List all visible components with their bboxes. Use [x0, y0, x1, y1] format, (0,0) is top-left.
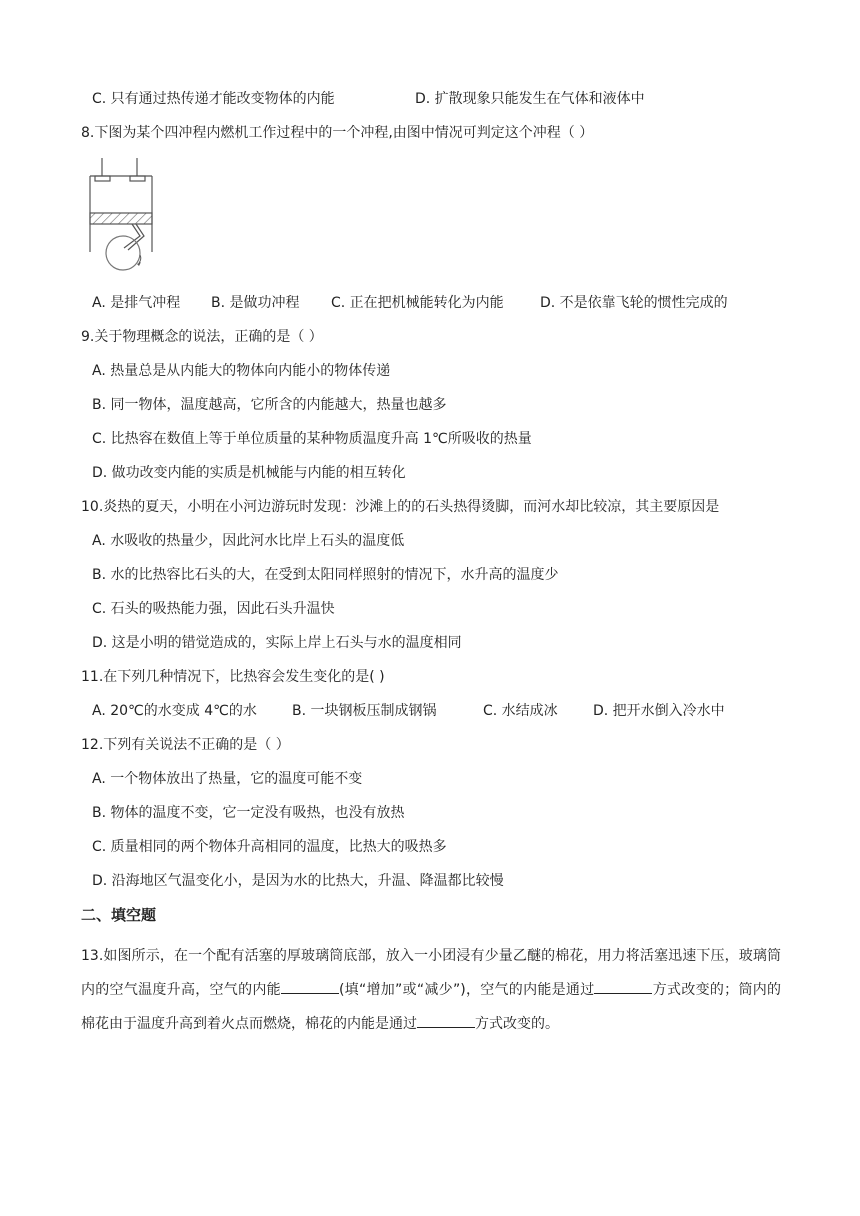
- q13-blank-2[interactable]: [594, 979, 652, 994]
- q11-stem: 11.在下列几种情况下，比热容会发生变化的是( ): [81, 669, 385, 685]
- q12-option-c: C. 质量相同的两个物体升高相同的温度，比热大的吸热多: [92, 839, 447, 855]
- q7-option-d: D. 扩散现象只能发生在气体和液体中: [415, 91, 645, 107]
- q13-text-2: (填“增加”或“减少”)，空气的内能是通过: [338, 982, 595, 998]
- q12-option-b: B. 物体的温度不变，它一定没有吸热，也没有放热: [92, 805, 405, 821]
- q13-blank-3[interactable]: [417, 1013, 475, 1028]
- q13-blank-1[interactable]: [281, 979, 339, 994]
- q13-text-4: 方式改变的。: [475, 1016, 559, 1032]
- q11-option-a: A. 20℃的水变成 4℃的水: [92, 703, 257, 719]
- q10-stem: 10.炎热的夏天，小明在小河边游玩时发现：沙滩上的的石头热得烫脚，而河水却比较凉，其主要原因是: [81, 499, 720, 515]
- q10-option-a: A. 水吸收的热量少，因此河水比岸上石头的温度低: [92, 533, 405, 549]
- q8-option-b: B. 是做功冲程: [211, 295, 300, 311]
- q10-option-d: D. 这是小明的错觉造成的，实际上岸上石头与水的温度相同: [92, 635, 462, 651]
- q9-option-b: B. 同一物体，温度越高，它所含的内能越大，热量也越多: [92, 397, 447, 413]
- q13-text-3: 方式改变的；筒内的棉花由于温度升高到着火点而燃烧，棉花的内能是通过: [81, 982, 782, 1032]
- q11-option-c: C. 水结成冰: [483, 703, 558, 719]
- q9-stem: 9.关于物理概念的说法，正确的是（ ）: [81, 329, 323, 345]
- engine-cylinder-diagram: [88, 152, 168, 276]
- q12-option-a: A. 一个物体放出了热量，它的温度可能不变: [92, 771, 363, 787]
- q8-option-a: A. 是排气冲程: [92, 295, 181, 311]
- q9-option-c: C. 比热容在数值上等于单位质量的某种物质温度升高 1℃所吸收的热量: [92, 431, 532, 447]
- q13-text-1: 13.如图所示，在一个配有活塞的厚玻璃筒底部，放入一小团浸有少量乙醚的棉花，用力将活塞迅速下压，玻璃筒内的空气温度升高，空气的内能: [81, 948, 781, 998]
- q9-option-d: D. 做功改变内能的实质是机械能与内能的相互转化: [92, 465, 406, 481]
- q8-option-d: D. 不是依靠飞轮的惯性完成的: [540, 295, 728, 311]
- q12-stem: 12.下列有关说法不正确的是（ ）: [81, 737, 290, 753]
- q12-option-d: D. 沿海地区气温变化小，是因为水的比热大，升温、降温都比较慢: [92, 873, 504, 889]
- q8-stem: 8.下图为某个四冲程内燃机工作过程中的一个冲程,由图中情况可判定这个冲程（ ）: [81, 125, 594, 141]
- section-heading-fill-in: 二、填空题: [81, 906, 157, 924]
- q11-option-b: B. 一块钢板压制成钢锅: [292, 703, 437, 719]
- q8-option-c: C. 正在把机械能转化为内能: [331, 295, 504, 311]
- q7-option-c: C. 只有通过热传递才能改变物体的内能: [92, 91, 335, 107]
- q10-option-b: B. 水的比热容比石头的大，在受到太阳同样照射的情况下，水升高的温度少: [92, 567, 559, 583]
- q11-option-d: D. 把开水倒入冷水中: [593, 703, 725, 719]
- q10-option-c: C. 石头的吸热能力强，因此石头升温快: [92, 601, 335, 617]
- q13-paragraph: [81, 939, 781, 1041]
- q9-option-a: A. 热量总是从内能大的物体向内能小的物体传递: [92, 363, 391, 379]
